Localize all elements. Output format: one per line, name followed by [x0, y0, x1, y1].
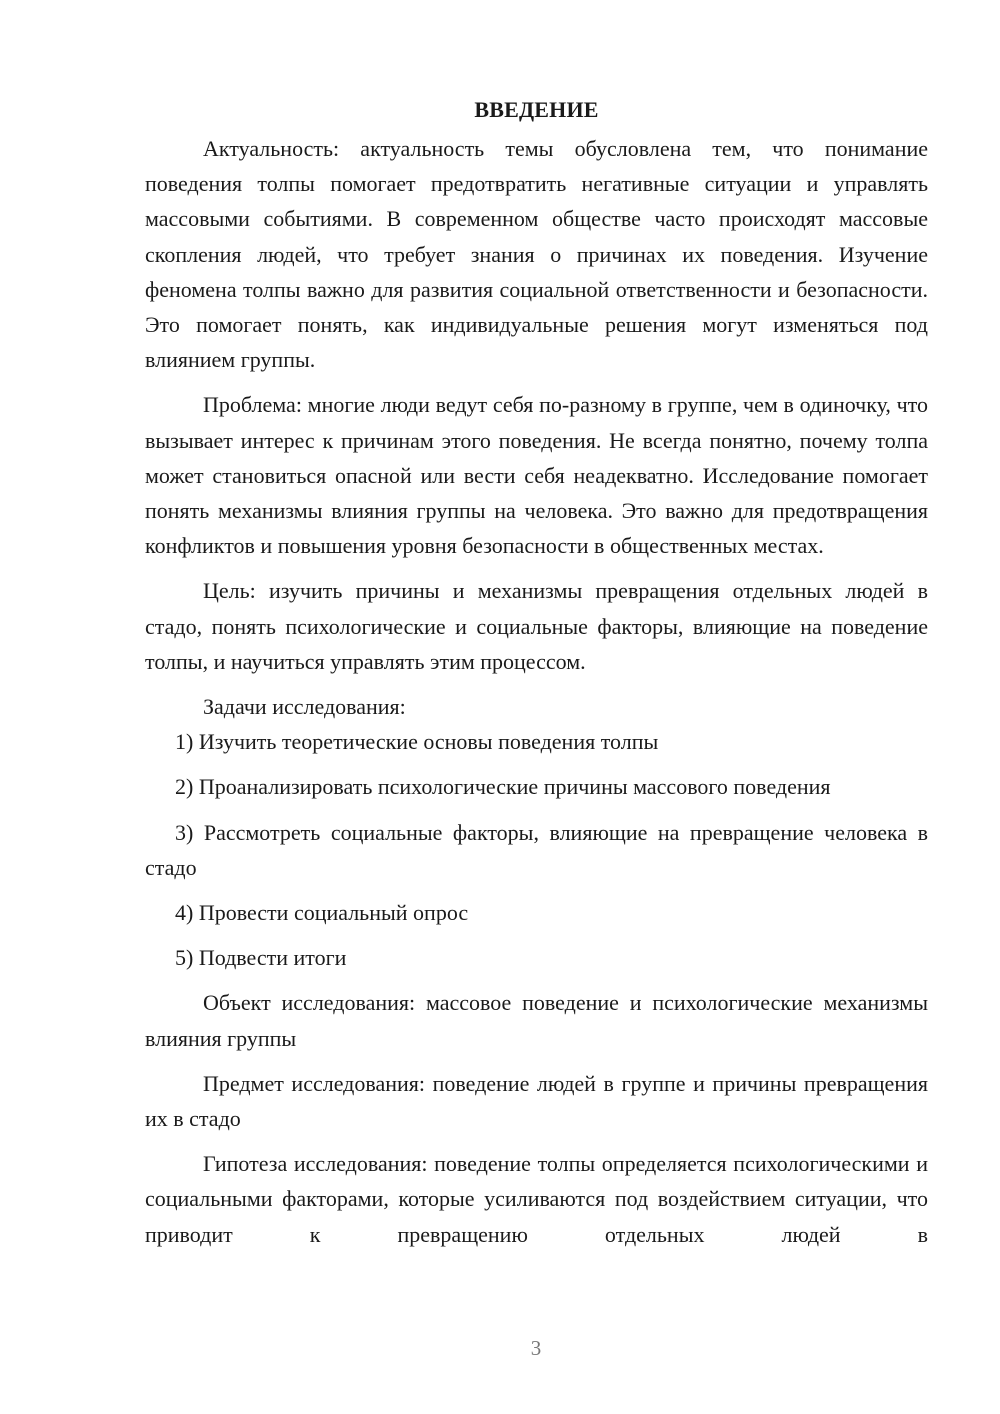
tasks-heading: Задачи исследования:: [203, 694, 406, 720]
page-title: ВВЕДЕНИЕ: [474, 97, 599, 122]
page-content: [145, 92, 928, 1252]
paragraph-hypothesis: Гипотеза исследования: поведение толпы определяется психологическими и социальными факторами, которые усиливаются под воздействием ситуации, что приводит к превращению отдельных людей в: [145, 1151, 928, 1247]
tasks-list: [145, 724, 928, 975]
list-item: 1) Изучить теоретические основы поведения толпы: [175, 729, 659, 755]
paragraph-goal: Цель: изучить причины и механизмы превращения отдельных людей в стадо, понять психологические и социальные факторы, влияющие на поведение толпы, и научиться управлять этим процессом.: [145, 578, 928, 674]
paragraph-subject: Предмет исследования: поведение людей в группе и причины превращения их в стадо: [145, 1070, 928, 1132]
page-number: 3: [530, 1336, 542, 1360]
list-item: 5) Подвести итоги: [175, 945, 347, 971]
list-item: 3) Рассмотреть социальные факторы, влияющие на превращение человека в стадо: [145, 819, 928, 880]
paragraph-problem: Проблема: многие люди ведут себя по-разному в группе, чем в одиночку, что вызывает интерес к причинам этого поведения. Не всегда понятно, почему толпа может становиться опасной или вести себя неадекватно. Исследование помогает понять механизмы влияния группы на человека. Это важно для предотвращения конфликтов и повышения уровня безопасности в общественных местах.: [145, 392, 928, 559]
paragraph-relevance: Актуальность: актуальность темы обусловлена тем, что понимание поведения толпы помогает предотвратить негативные ситуации и управлять массовыми событиями. В современном обществе часто происходят массовые скопления людей, что требует знания о причинах их поведения. Изучение феномена толпы важно для развития социальной ответственности и безопасности. Это помогает понять, как индивидуальные решения могут изменяться под влиянием группы.: [145, 136, 928, 373]
paragraph-object: Объект исследования: массовое поведение и психологические механизмы влияния группы: [145, 990, 928, 1051]
list-item: 4) Провести социальный опрос: [175, 900, 469, 926]
list-item: 2) Проанализировать психологические причины массового поведения: [175, 774, 831, 800]
